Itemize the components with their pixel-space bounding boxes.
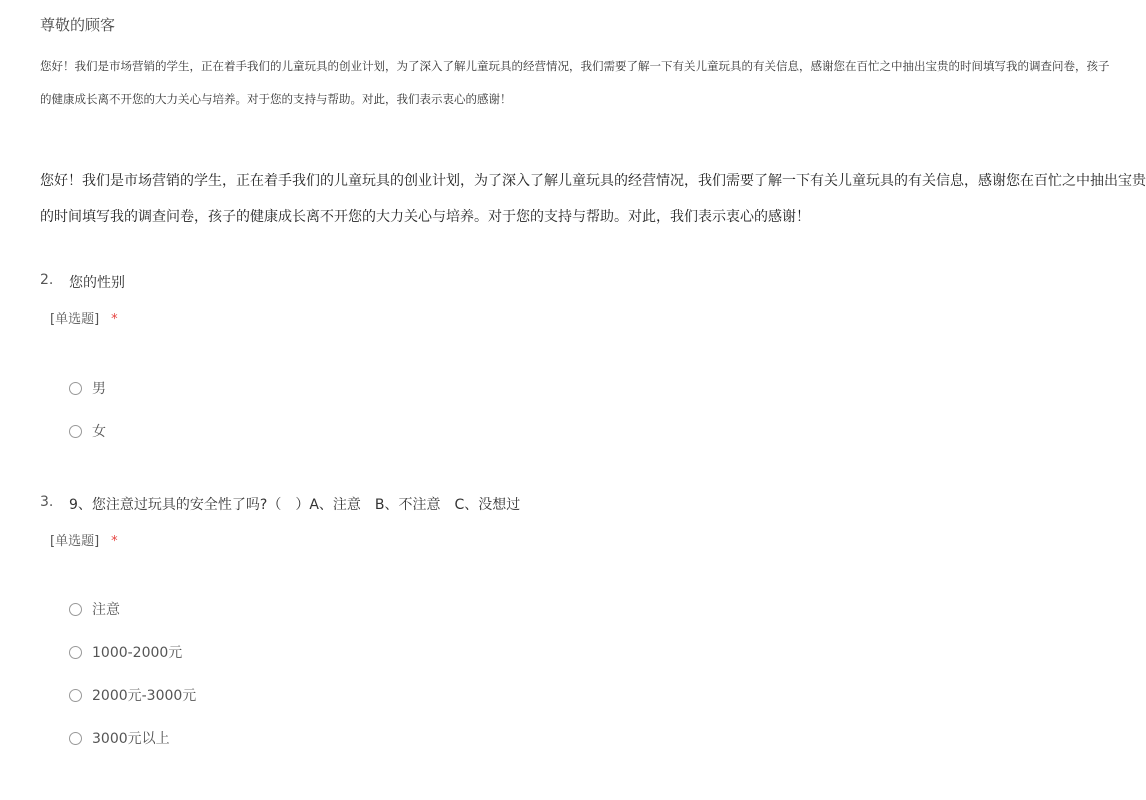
question-title-gender: 您的性别 bbox=[69, 275, 125, 291]
intro-line-1: 您好！我们是市场营销的学生，正在着手我们的儿童玩具的创业计划，为了深入了解儿童玩具的经营情况，我们需要了解一下有关儿童玩具的有关信息，感谢您在百忙之中抽出宝贵 bbox=[40, 173, 1146, 189]
radio-button[interactable] bbox=[69, 732, 82, 745]
question-number: 3. bbox=[40, 494, 54, 510]
intro-small-line-2: 的健康成长离不开您的大力关心与培养。对于您的支持与帮助。对此，我们表示衷心的感谢！ bbox=[40, 92, 512, 106]
question-type: [单选题] bbox=[50, 534, 100, 549]
option-3000-plus[interactable] bbox=[69, 728, 170, 748]
radio-button[interactable] bbox=[69, 382, 82, 395]
option-female[interactable] bbox=[69, 421, 106, 441]
required-marker: * bbox=[111, 312, 118, 327]
question-type-label bbox=[50, 308, 118, 327]
radio-button[interactable] bbox=[69, 689, 82, 702]
option-label: 3000元以上 bbox=[92, 731, 170, 747]
option-2000-3000[interactable] bbox=[69, 685, 196, 705]
intro-line-2: 的时间填写我的调查问卷，孩子的健康成长离不开您的大力关心与培养。对于您的支持与帮助。对此，我们表示衷心的感谢！ bbox=[40, 209, 810, 225]
question-number: 2. bbox=[40, 272, 54, 288]
radio-button[interactable] bbox=[69, 425, 82, 438]
intro-small-line-1: 您好！我们是市场营销的学生，正在着手我们的儿童玩具的创业计划，为了深入了解儿童玩具的经营情况，我们需要了解一下有关儿童玩具的有关信息，感谢您在百忙之中抽出宝贵的时间填写我的调查问卷，孩子 bbox=[40, 59, 1110, 73]
question-type: [单选题] bbox=[50, 312, 100, 327]
option-label: 2000元-3000元 bbox=[92, 688, 197, 704]
radio-button[interactable] bbox=[69, 603, 82, 616]
required-marker: * bbox=[111, 534, 118, 549]
question-type-label bbox=[50, 530, 118, 549]
greeting-title: 尊敬的顾客 bbox=[40, 16, 116, 34]
option-attention[interactable] bbox=[69, 599, 120, 619]
radio-button[interactable] bbox=[69, 646, 82, 659]
option-1000-2000[interactable] bbox=[69, 642, 182, 662]
option-male[interactable] bbox=[69, 378, 106, 398]
option-label: 1000-2000元 bbox=[92, 645, 183, 661]
option-label: 女 bbox=[92, 424, 106, 440]
option-label: 男 bbox=[92, 381, 106, 397]
question-title-safety: 9、您注意过玩具的安全性了吗?（ ）A、注意 B、不注意 C、没想过 bbox=[69, 497, 521, 513]
option-label: 注意 bbox=[92, 602, 120, 618]
